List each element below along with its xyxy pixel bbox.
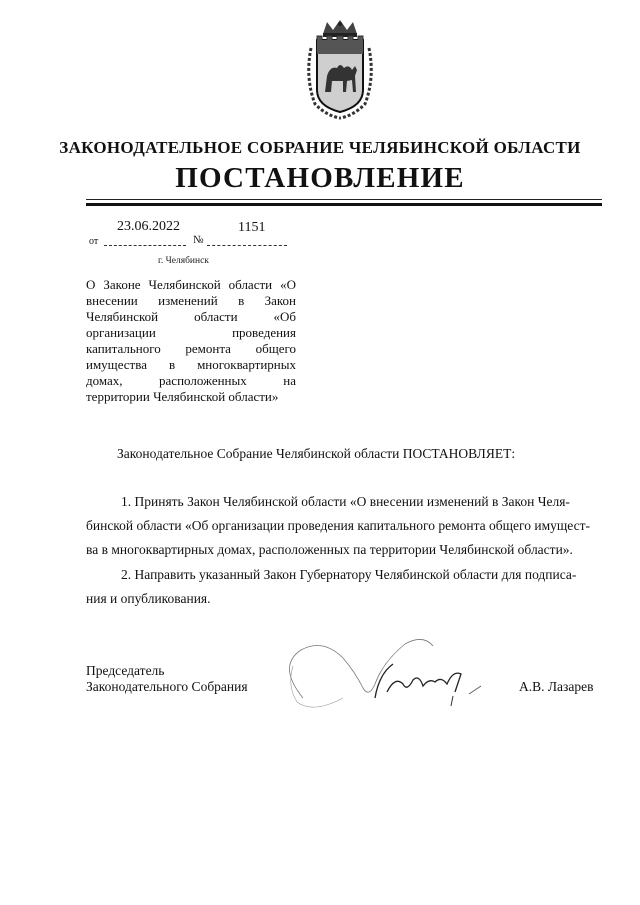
number-underline xyxy=(207,245,287,246)
item-2-line-1: 2. Направить указанный Закон Губернатору Челябинской области для подписа- xyxy=(121,567,577,582)
coat-of-arms-icon xyxy=(303,18,377,120)
item-1-line-3: ва в многоквартирных домах, расположенных па территории Челябинской области». xyxy=(86,542,573,557)
item-2-line-2: ния и опубликования. xyxy=(86,591,211,606)
signature-icon xyxy=(283,636,483,716)
item-1-line-2: бинской области «Об организации проведения капитального ремонта общего имущест- xyxy=(86,518,590,533)
date-prefix-label: от xyxy=(89,236,99,247)
signatory-title-line-1: Председатель xyxy=(86,663,165,678)
city-label: г. Челябинск xyxy=(158,256,209,266)
preamble-text: Законодательное Собрание Челябинской области ПОСТАНОВЛЯЕТ: xyxy=(117,446,516,461)
header-rule-thin xyxy=(86,199,602,200)
number-label: № xyxy=(193,234,204,246)
item-1-line-1: 1. Принять Закон Челябинской области «О внесении изменений в Закон Челя- xyxy=(121,494,570,509)
date-underline xyxy=(104,245,186,246)
signatory-title-line-2: Законодательного Собрания xyxy=(86,679,248,694)
signatory-name: А.В. Лазарев xyxy=(519,679,594,694)
document-number: 1151 xyxy=(238,220,266,235)
header-rule-thick xyxy=(86,203,602,206)
document-subject: О Законе Челябинской области «О внесении изменений в Закон Челябинской области «Об организации проведения капитального ремонта общего имущества в многоквартирных домах, расположенных на территории Челябинской области» xyxy=(86,277,296,404)
document-type-title: ПОСТАНОВЛЕНИЕ xyxy=(175,162,465,194)
document-date: 23.06.2022 xyxy=(117,219,180,234)
signatory-title xyxy=(86,663,248,695)
organization-title: ЗАКОНОДАТЕЛЬНОЕ СОБРАНИЕ ЧЕЛЯБИНСКОЙ ОБЛАСТИ xyxy=(59,138,581,157)
